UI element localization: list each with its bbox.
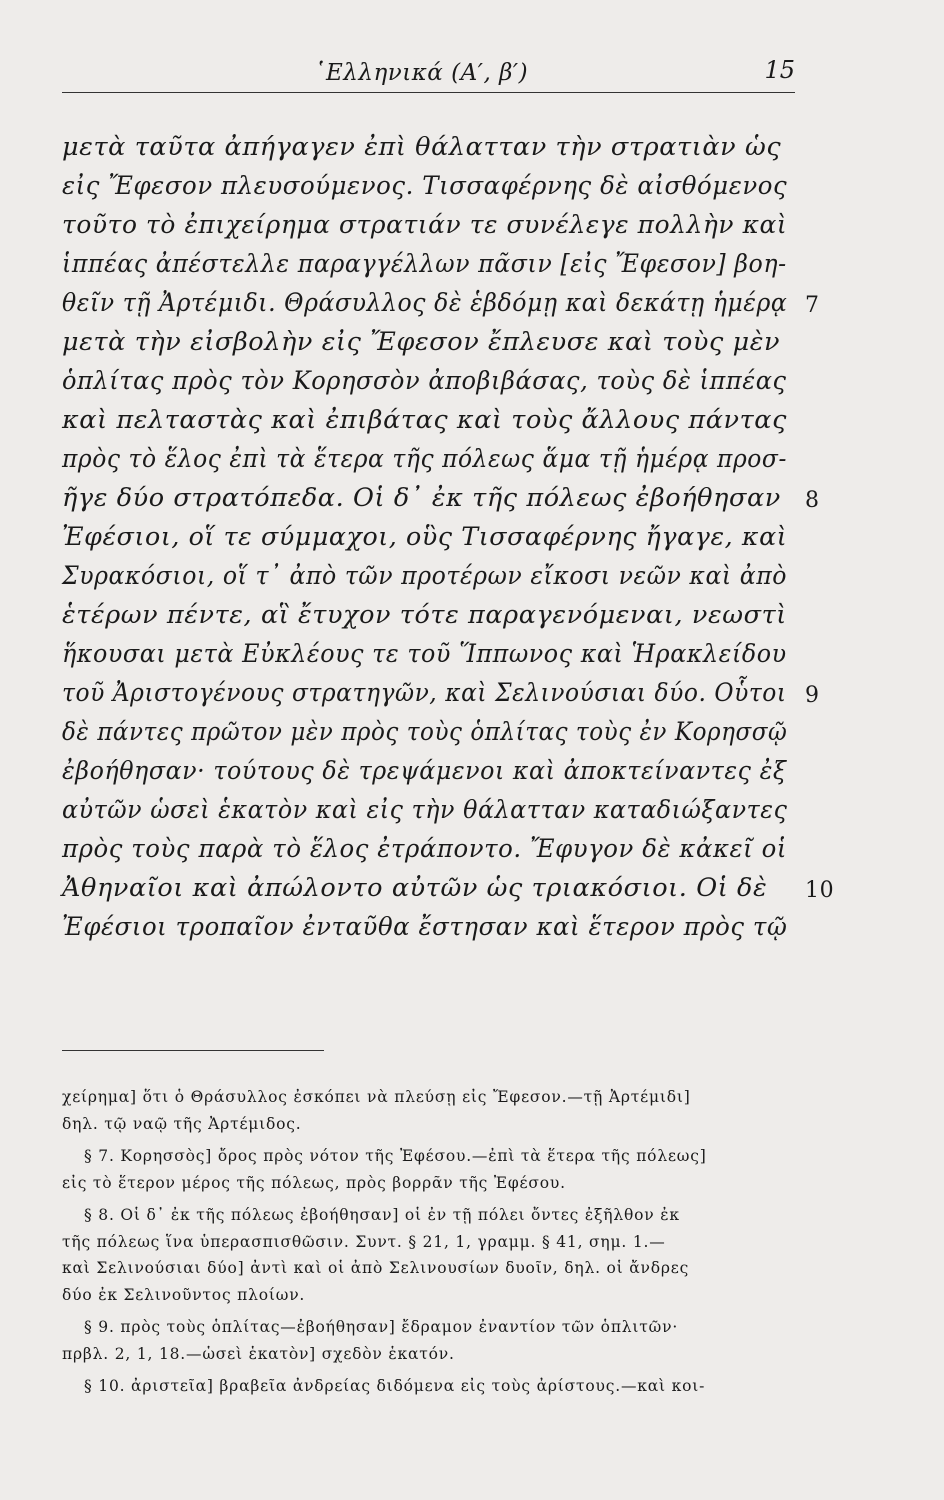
text-line-content: ἑτέρων πέντε, αἳ ἔτυχον τότε παραγενόμεναι, νεωστὶ <box>62 600 787 630</box>
text-line <box>62 791 795 830</box>
text-line-content: Ἀθηναῖοι καὶ ἀπώλοντο αὐτῶν ὡς τριακόσιοι. Οἱ δὲ <box>62 873 768 903</box>
text-line-content: μετὰ τὴν εἰσβολὴν εἰς Ἔφεσον ἔπλευσε καὶ τοὺς μὲν <box>62 327 781 357</box>
text-line <box>62 557 795 596</box>
text-line <box>62 596 795 635</box>
text-line <box>62 479 820 518</box>
text-line-content: Συρακόσιοι, οἵ τ᾽ ἀπὸ τῶν προτέρων εἴκοσι νεῶν καὶ ἀπὸ <box>62 561 788 591</box>
section-number: 10 <box>805 878 835 903</box>
text-line-content: ἱππέας ἀπέστελλε παραγγέλλων πᾶσιν [εἰς Ἔφεσον] βοη- <box>62 249 787 279</box>
footnote-line: § 9. πρὸς τοὺς ὁπλίτας—ἐβοήθησαν] ἔδραμον ἐναντίον τῶν ὁπλιτῶν· <box>84 1318 679 1336</box>
footnote-line: πρβλ. 2, 1, 18.—ὡσεὶ ἑκατὸν] σχεδὸν ἑκατόν. <box>62 1344 455 1363</box>
footnote-line: δύο ἐκ Σελινοῦντος πλοίων. <box>62 1285 306 1304</box>
footnote-line: § 8. Οἱ δ᾽ ἐκ τῆς πόλεως ἐβοήθησαν] οἱ ἐν τῇ πόλει ὄντες ἐξῆλθον ἐκ <box>84 1206 680 1224</box>
text-line <box>62 518 795 557</box>
text-line-content: ἥκουσαι μετὰ Εὐκλέους τε τοῦ Ἵππωνος καὶ Ἡρακλείδου <box>62 639 787 669</box>
text-line-content: Ἐφέσιοι τροπαῖον ἐνταῦθα ἔστησαν καὶ ἕτερον πρὸς τῷ <box>62 912 788 942</box>
footnote-line: καὶ Σελινούσιαι δύο] ἀντὶ καὶ οἱ ἀπὸ Σελινουσίων δυοῖν, δηλ. οἱ ἄνδρες <box>62 1259 690 1277</box>
text-line <box>62 362 795 401</box>
text-line-content: ὁπλίτας πρὸς τὸν Κορησσὸν ἀποβιβάσας, τοὺς δὲ ἱππέας <box>62 366 787 396</box>
section-number: 7 <box>805 293 820 318</box>
text-line <box>62 908 795 947</box>
footnote-line: τῆς πόλεως ἵνα ὑπερασπισθῶσιν. Συντ. § 21, 1, γραμμ. § 41, σημ. 1.— <box>62 1232 666 1251</box>
footnote-line: § 7. Κορησσὸς] ὄρος πρὸς νότον τῆς Ἐφέσου.—ἐπὶ τὰ ἕτερα τῆς πόλεως] <box>84 1147 707 1165</box>
text-line-content: μετὰ ταῦτα ἀπήγαγεν ἐπὶ θάλατταν τὴν στρατιὰν ὡς <box>62 132 782 162</box>
text-line <box>62 635 795 674</box>
text-line-content: ῆγε δύο στρατόπεδα. Οἱ δ᾽ ἐκ τῆς πόλεως ἐβοήθησαν <box>62 483 781 513</box>
text-line <box>62 284 820 323</box>
section-number: 9 <box>805 683 820 708</box>
running-head: ῾Ελληνικά (Α′, β′) <box>314 60 529 86</box>
text-line-content: Ἐφέσιοι, οἵ τε σύμμαχοι, οὓς Τισσαφέρνης ἤγαγε, καὶ <box>62 522 788 552</box>
text-line-content: δὲ πάντες πρῶτον μὲν πρὸς τοὺς ὁπλίτας τοὺς ἐν Κορησσῷ <box>62 717 788 747</box>
text-line <box>62 752 795 791</box>
text-line <box>62 128 795 167</box>
text-line <box>62 167 795 206</box>
text-line <box>62 206 795 245</box>
text-line <box>62 323 795 362</box>
text-line-content: πρὸς τὸ ἕλος ἐπὶ τὰ ἕτερα τῆς πόλεως ἅμα τῇ ἡμέρᾳ προσ- <box>62 444 787 474</box>
footnote-line: δηλ. τῷ ναῷ τῆς Ἀρτέμιδος. <box>62 1114 302 1133</box>
footnote-line: χείρημα] ὅτι ὁ Θράσυλλος ἐσκόπει νὰ πλεύσῃ εἰς Ἔφεσον.—τῇ Ἀρτέμιδι] <box>62 1088 691 1106</box>
text-line-content: τοῦ Ἀριστογένους στρατηγῶν, καὶ Σελινούσιαι δύο. Οὗτοι <box>62 678 787 708</box>
section-number: 8 <box>805 488 820 513</box>
text-line-content: θεῖν τῇ Ἀρτέμιδι. Θράσυλλος δὲ ἑβδόμῃ καὶ δεκάτῃ ἡμέρᾳ <box>62 288 788 318</box>
text-line <box>62 401 795 440</box>
text-line-content: τοῦτο τὸ ἐπιχείρημα στρατιάν τε συνέλεγε πολλὴν καὶ <box>62 210 788 240</box>
footnote-line: § 10. ἀριστεῖα] βραβεῖα ἀνδρείας διδόμενα εἰς τοὺς ἀρίστους.—καὶ κοι- <box>84 1377 706 1395</box>
main-text <box>62 128 842 947</box>
page-header <box>62 52 795 93</box>
text-line-content: πρὸς τοὺς παρὰ τὸ ἕλος ἐτράποντο. Ἔφυγον δὲ κἀκεῖ οἱ <box>62 834 787 864</box>
text-line <box>62 869 835 908</box>
footnotes <box>62 1084 832 1400</box>
text-line <box>62 674 820 713</box>
text-line-content: εἰς Ἔφεσον πλευσούμενος. Τισσαφέρνης δὲ αἰσθόμενος <box>62 171 788 201</box>
text-line-content: καὶ πελταστὰς καὶ ἐπιβάτας καὶ τοὺς ἄλλους πάντας <box>62 405 787 435</box>
text-line-content: αὐτῶν ὡσεὶ ἑκατὸν καὶ εἰς τὴν θάλατταν καταδιώξαντες <box>62 795 788 825</box>
page-number: 15 <box>764 56 795 84</box>
text-line <box>62 245 795 284</box>
text-line <box>62 713 795 752</box>
footnote-line: εἰς τὸ ἕτερον μέρος τῆς πόλεως, πρὸς βορρᾶν τῆς Ἐφέσου. <box>62 1173 566 1192</box>
text-line-content: ἐβοήθησαν· τούτους δὲ τρεψάμενοι καὶ ἀποκτείναντες ἐξ <box>62 756 787 786</box>
footnote-rule <box>62 1050 324 1051</box>
text-line <box>62 830 795 869</box>
text-line <box>62 440 795 479</box>
